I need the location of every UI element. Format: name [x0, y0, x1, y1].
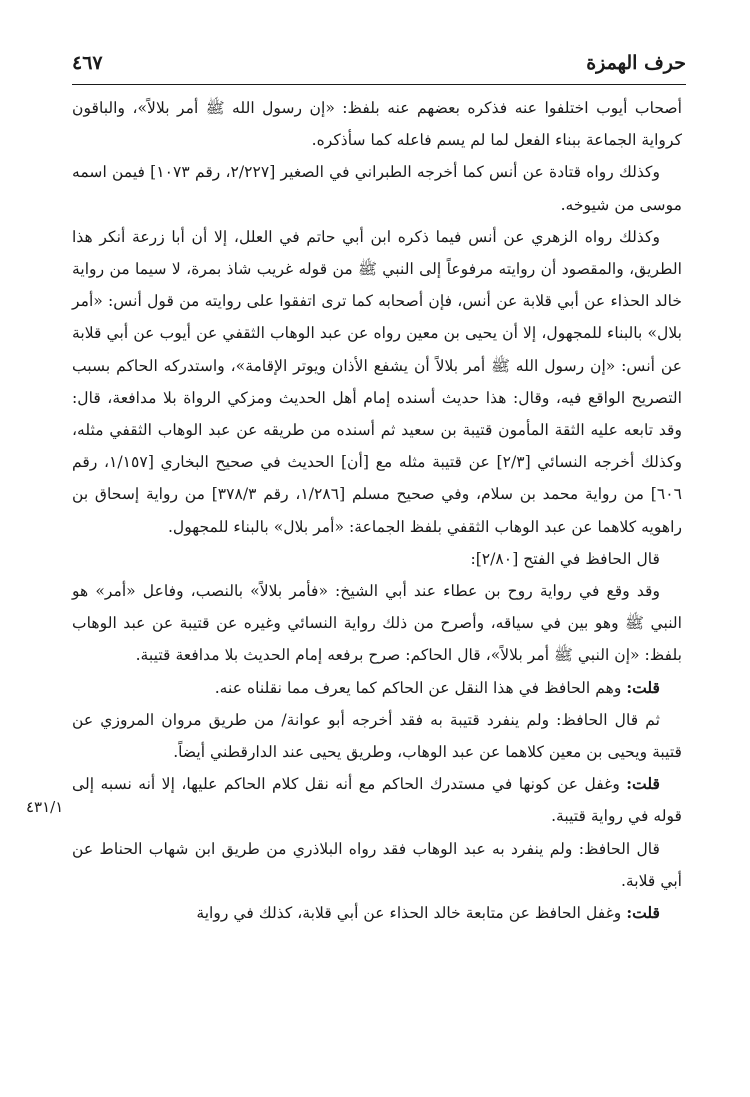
- running-header: [72, 38, 686, 74]
- qult-lead: قلت:: [626, 774, 660, 794]
- paragraph: [72, 768, 682, 832]
- margin-reference: ٤٣١/١: [26, 798, 64, 816]
- page-number: ٤٦٧: [72, 52, 103, 74]
- header-divider: [72, 84, 686, 85]
- paragraph: قال الحافظ في الفتح [٢/٨٠]:: [470, 549, 660, 568]
- paragraph-text: وغفل عن كونها في مستدرك الحاكم مع أنه نقل كلام الحاكم عليها، إلا أنه نسبه إلى قوله في رواية قتيبة.: [72, 775, 682, 826]
- paragraph-text: وغفل الحافظ عن متابعة خالد الحذاء عن أبي قلابة، كذلك في رواية: [196, 904, 622, 923]
- page-body: [72, 92, 682, 929]
- qult-lead: قلت:: [626, 677, 660, 697]
- qult-lead: قلت:: [626, 903, 660, 923]
- paragraph: وكذلك رواه الزهري عن أنس فيما ذكره ابن أبي حاتم في العلل، إلا أن أبا زرعة أنكر هذا الطريق، والمقصود أن روايته مرفوعاً إلى النبي ﷺ من قوله غريب شاذ بمرة، لا سيما من رواية خالد الحذاء عن أبي قلابة عن أنس، فإن أصحابه كما ترى اتفقوا على روايته من قول أنس: «أمر بلال» بالبناء للمجهول، إلا أن يحيى بن معين رواه عن عبد الوهاب الثقفي عن أيوب عن أبي قلابة عن أنس: «إن رسول الله ﷺ أمر بلالاً أن يشفع الأذان ويوتر الإقامة»، واستدركه الحاكم بسبب التصريح الواقع فيه، وقال: هذا حديث أسنده إمام أهل الحديث ومزكي الرواة بلا مدافعة، قال: وقد تابعه عليه الثقة المأمون قتيبة بن سعيد ثم أسنده من طريقه عن عبد الوهاب الثقفي مثله، وكذلك أخرجه النسائي [٢/٣] عن قتيبة مثله مع [أن] الحديث في صحيح البخاري [١/١٥٧، رقم ٦٠٦] من رواية محمد بن سلام، وفي صحيح مسلم [١/٢٨٦، رقم ٣٧٨/٣] من رواية إسحاق بن راهويه كلاهما عن عبد الوهاب الثقفي بلفظ الجماعة: «أمر بلال» بالبناء للمجهول.: [72, 227, 682, 536]
- paragraph: [72, 897, 682, 929]
- paragraph: [72, 672, 682, 704]
- paragraph-text: وهم الحافظ في هذا النقل عن الحاكم كما يعرف مما نقلناه عنه.: [214, 678, 622, 697]
- chapter-title: حرف الهمزة: [586, 52, 686, 74]
- paragraph: أصحاب أيوب اختلفوا عنه فذكره بعضهم عنه بلفظ: «إن رسول الله ﷺ أمر بلالاً»، والباقون كرواية الجماعة ببناء الفعل لما لم يسم فاعله كما سأذكره.: [72, 99, 682, 150]
- paragraph: قال الحافظ: ولم ينفرد به عبد الوهاب فقد رواه البلاذري من طريق ابن شهاب الحناط عن أبي قلابة.: [72, 839, 682, 890]
- paragraph: وكذلك رواه قتادة عن أنس كما أخرجه الطبراني في الصغير [٢/٢٢٧، رقم ١٠٧٣] فيمن اسمه موسى من شيوخه.: [72, 163, 682, 214]
- paragraph: ثم قال الحافظ: ولم ينفرد قتيبة به فقد أخرجه أبو عوانة/ من طريق مروان المروزي عن قتيبة ويحيى بن معين كلاهما عن عبد الوهاب، وطريق يحيى عند الدارقطني أيضاً.: [72, 710, 682, 762]
- paragraph: وقد وقع في رواية روح بن عطاء عند أبي الشيخ: «فأمر بلالاً» بالنصب، وفاعل «أمر» هو النبي ﷺ وهو بين في سياقه، وأصرح من ذلك رواية النسائي وغيره عن قتيبة عن عبد الوهاب بلفظ: «إن النبي ﷺ أمر بلالاً»، قال الحاكم: صرح برفعه إمام الحديث بلا مدافعة قتيبة.: [72, 582, 682, 665]
